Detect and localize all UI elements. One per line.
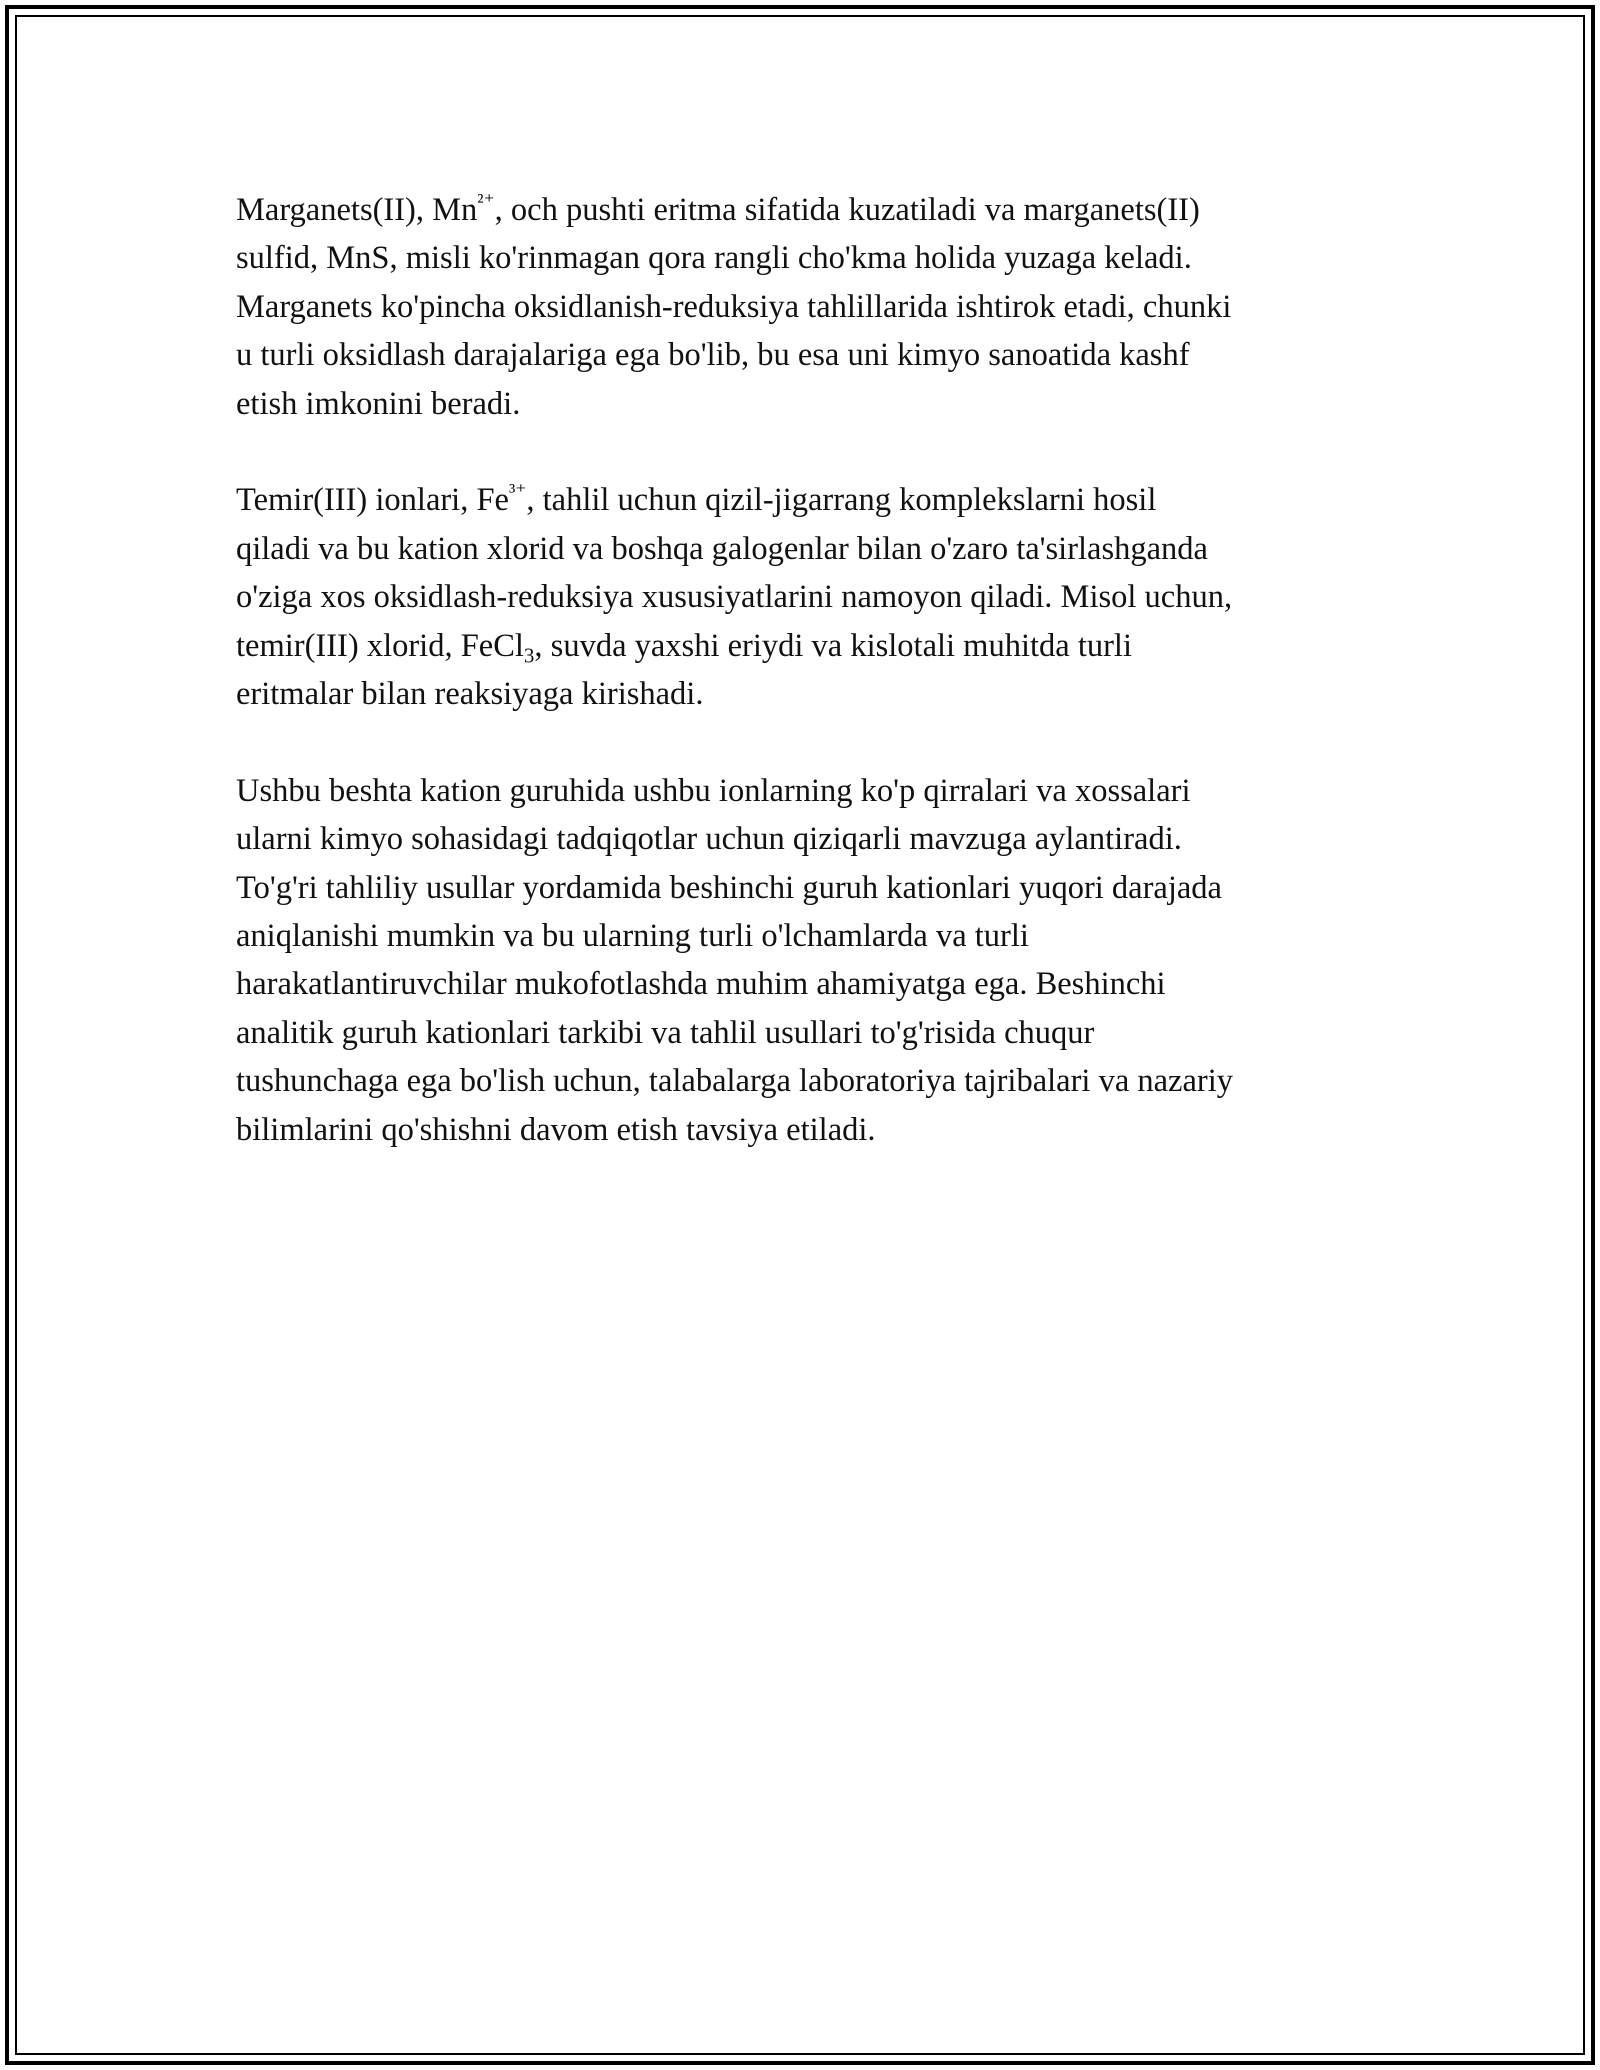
paragraph-manganese (236, 186, 1372, 428)
text-line: o'ziga xos oksidlash-reduksiya xususiyatlarini namoyon qiladi. Misol uchun, (236, 579, 1233, 616)
text-line: eritmalar bilan reaksiyaga kirishadi. (236, 676, 704, 713)
text-line: etish imkonini beradi. (236, 385, 521, 422)
superscript: ³⁺ (508, 479, 527, 504)
text-line: To'g'ri tahliliy usullar yordamida beshinchi guruh kationlari yuqori darajada (236, 869, 1222, 906)
text-line: bilimlarini qo'shishni davom etish tavsiya etiladi. (236, 1111, 876, 1148)
document-body (236, 186, 1372, 1202)
text-line: ularni kimyo sohasidagi tadqiqotlar uchun qiziqarli mavzuga aylantiradi. (236, 821, 1182, 858)
text-line: Temir(III) ionlari, $Fe^{^{3+}}$, tahlil uchun qizil-jigarrang komplekslarni hosil (236, 479, 1157, 519)
text-line: tushunchaga ega bo'lish uchun, talabalarga laboratoriya tajribalari va nazariy (236, 1063, 1233, 1100)
text-line: Ushbu beshta kation guruhida ushbu ionlarning ko'p qirralari va xossalari (236, 772, 1191, 809)
text-line: Marganets ko'pincha oksidlanish-reduksiya tahlillarida ishtirok etadi, chunki (236, 288, 1232, 325)
text-line: analitik guruh kationlari tarkibi va tahlil usullari to'g'risida chuqur (236, 1014, 1095, 1051)
text-line: sulfid, MnS, misli ko'rinmagan qora rangli cho'kma holida yuzaga keladi. (236, 240, 1192, 277)
superscript: ²⁺ (477, 189, 495, 214)
text-line: temir(III) xlorid, FeCl$_3$, suvda yaxshi eriydi va kislotali muhitda turli (236, 627, 1132, 667)
text-line: Marganets(II), $Mn^{^{2+}}$, och pushti eritma sifatida kuzatiladi va marganets(II) (236, 189, 1200, 228)
text-line: u turli oksidlash darajalariga ega bo'lib, bu esa uni kimyo sanoatida kashf (236, 337, 1190, 374)
paragraph-conclusion (236, 767, 1372, 1154)
text-line: qiladi va bu kation xlorid va boshqa galogenlar bilan o'zaro ta'sirlashganda (236, 530, 1208, 567)
text-line: aniqlanishi mumkin va bu ularning turli o'lchamlarda va turli (236, 918, 1029, 955)
text-line: harakatlantiruvchilar mukofotlashda muhim ahamiyatga ega. Beshinchi (236, 966, 1166, 1003)
paragraph-iron (236, 476, 1372, 718)
subscript: 3 (523, 642, 535, 667)
